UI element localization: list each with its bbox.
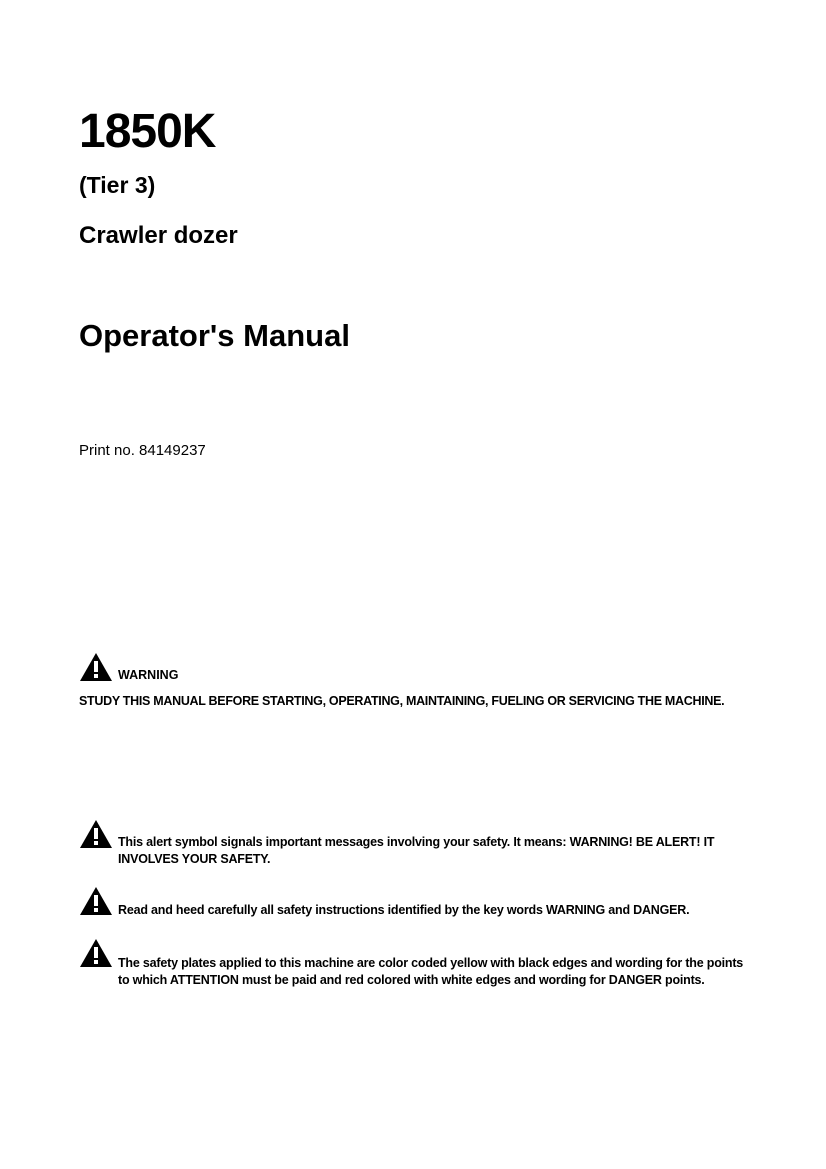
safety-notice: Read and heed carefully all safety instructions identified by the key words WARNING and DANGER. — [118, 903, 690, 917]
warning-triangle-icon — [79, 886, 113, 916]
warning-label: WARNING — [118, 668, 179, 682]
print-number: Print no. 84149237 — [79, 442, 206, 459]
warning-triangle-icon — [79, 819, 113, 849]
machine-type: Crawler dozer — [79, 222, 238, 249]
safety-notice: The safety plates applied to this machine are color coded yellow with black edges and wording for the points to which ATTENTION must be paid and red colored with white edges and wording for DANGER points. — [118, 956, 744, 987]
manual-title: Operator's Manual — [79, 318, 350, 353]
warning-text: STUDY THIS MANUAL BEFORE STARTING, OPERATING, MAINTAINING, FUELING OR SERVICING THE MACHINE. — [79, 694, 725, 708]
warning-triangle-icon — [79, 938, 113, 968]
model-number: 1850K — [79, 105, 216, 158]
warning-triangle-icon — [79, 652, 113, 682]
safety-notice: This alert symbol signals important messages involving your safety. It means: WARNING! BE ALERT! IT INVOLVES YOUR SAFETY. — [118, 835, 715, 866]
emission-tier: (Tier 3) — [79, 172, 156, 198]
